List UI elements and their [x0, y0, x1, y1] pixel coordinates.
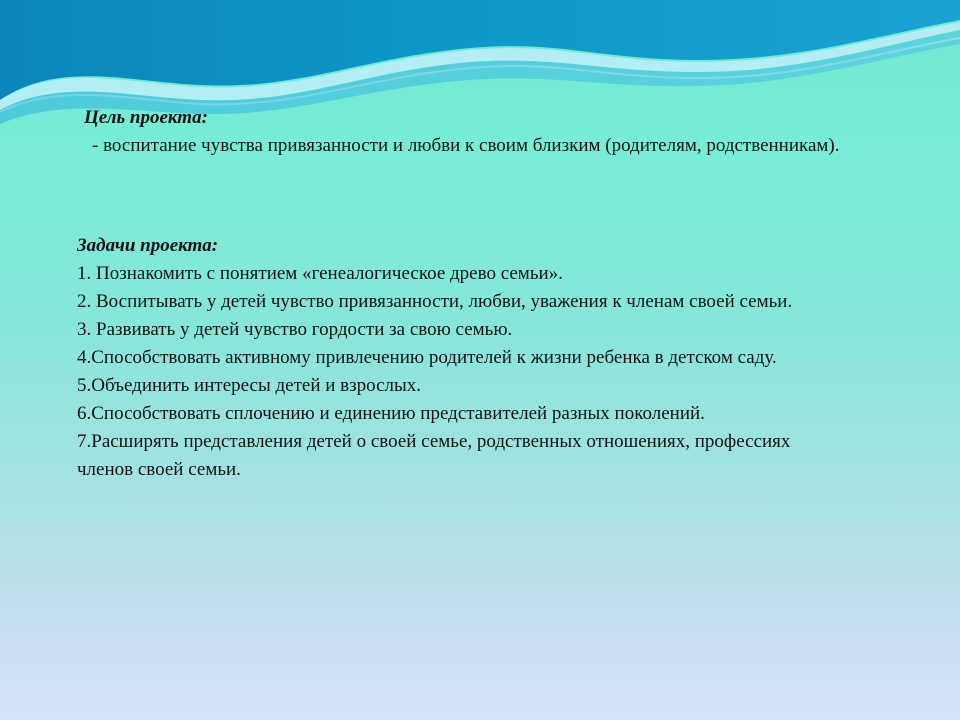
task-item-2: 2. Воспитывать у детей чувство привязанности, любви, уважения к членам своей семьи. — [77, 291, 793, 312]
task-item-3: 3. Развивать у детей чувство гордости за свою семью. — [77, 319, 513, 340]
task-item-4: 4.Способствовать активному привлечению родителей к жизни ребенка в детском саду. — [77, 347, 777, 368]
task-item-5: 5.Объединить интересы детей и взрослых. — [77, 375, 422, 396]
task-item-7: 7.Расширять представления детей о своей семье, родственных отношениях, профессиях членов своей семьи. — [77, 431, 791, 480]
task-item-1: 1. Познакомить с понятием «генеалогическое древо семьи». — [77, 263, 563, 284]
goal-heading: Цель проекта: — [84, 107, 208, 128]
tasks-heading: Задачи проекта: — [77, 235, 219, 256]
goal-section — [84, 104, 884, 160]
tasks-section — [77, 232, 837, 484]
goal-text: - воспитание чувства привязанности и любви к своим близким (родителям, родственникам). — [92, 135, 840, 156]
task-item-6: 6.Способствовать сплочению и единению представителей разных поколений. — [77, 403, 705, 424]
